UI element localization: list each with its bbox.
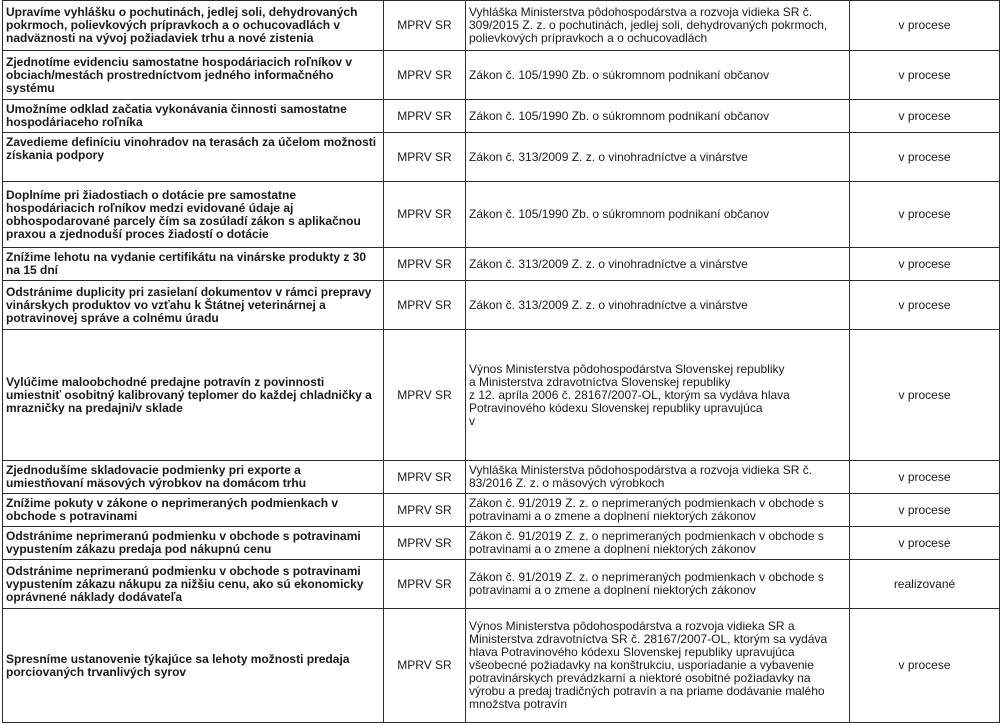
measures-table: [2, 0, 1000, 723]
ministry-cell: MPRV SR: [384, 560, 466, 609]
measure-cell: Znížime pokuty v zákone o neprimeraných podmienkach v obchode s potravinami: [3, 494, 384, 527]
ministry-cell: MPRV SR: [384, 527, 466, 560]
legislation-cell: Vyhláška Ministerstva pôdohospodárstva a rozvoja vidieka SR č. 83/2016 Z. z. o mäsových výrobkoch: [466, 461, 850, 494]
status-cell: v procese: [850, 461, 1000, 494]
legislation-cell: Zákon č. 105/1990 Zb. o súkromnom podnikaní občanov: [466, 182, 850, 248]
table-row: [3, 1, 1000, 51]
table-row: [3, 248, 1000, 281]
status-cell: realizované: [850, 560, 1000, 609]
status-cell: v procese: [850, 281, 1000, 330]
legislation-cell: Zákon č. 105/1990 Zb. o súkromnom podnikaní občanov: [466, 51, 850, 100]
status-cell: v procese: [850, 330, 1000, 461]
legislation-cell: Zákon č. 313/2009 Z. z. o vinohradníctve a vinárstve: [466, 281, 850, 330]
status-cell: v procese: [850, 494, 1000, 527]
measure-cell: Zjednodušíme skladovacie podmienky pri exporte a umiestňovaní mäsových výrobkov na domácom trhu: [3, 461, 384, 494]
ministry-cell: MPRV SR: [384, 494, 466, 527]
status-cell: v procese: [850, 527, 1000, 560]
table-row: [3, 461, 1000, 494]
table-row: [3, 182, 1000, 248]
ministry-cell: MPRV SR: [384, 1, 466, 51]
table-row: [3, 51, 1000, 100]
ministry-cell: MPRV SR: [384, 100, 466, 133]
status-cell: v procese: [850, 51, 1000, 100]
legislation-cell: Výnos Ministerstva pôdohospodárstva Slovenskej republiky a Ministerstva zdravotníctva Slovenskej republiky z 12. apríla 2006 č. 28167/2007-OL, ktorým sa vydáva hlava Potravinového kódexu Slovenskej republiky upravujúca v: [466, 330, 850, 461]
ministry-cell: MPRV SR: [384, 609, 466, 723]
measure-cell: Vylúčime maloobchodné predajne potravín z povinnosti umiestniť osobitný kalibrovaný teplomer do každej chladničky a mrazničky na predajni/v sklade: [3, 330, 384, 461]
table-row: [3, 133, 1000, 182]
measure-cell: Zjednotíme evidenciu samostatne hospodáriacich roľníkov v obciach/mestách prostredníctvom jedného informačného systému: [3, 51, 384, 100]
measure-cell: Zavedieme definíciu vinohradov na terasách za účelom možnosti získania podpory: [3, 133, 384, 182]
ministry-cell: MPRV SR: [384, 51, 466, 100]
table-row: [3, 281, 1000, 330]
ministry-cell: MPRV SR: [384, 281, 466, 330]
measure-cell: Doplníme pri žiadostiach o dotácie pre samostatne hospodáriacich roľníkov medzi evidované údaje aj obhospodarované parcely čím sa zosúladí zákon s aplikačnou praxou a zjednoduší proces žiadostí o dotácie: [3, 182, 384, 248]
table-row: [3, 494, 1000, 527]
legislation-cell: Zákon č. 313/2009 Z. z. o vinohradníctve a vinárstve: [466, 133, 850, 182]
ministry-cell: MPRV SR: [384, 461, 466, 494]
measure-cell: Upravíme vyhlášku o pochutinách, jedlej soli, dehydrovaných pokrmoch, polievkových prípravkoch a o ochucovadlách v nadväznosti na vývoj požiadaviek trhu a nové zistenia: [3, 1, 384, 51]
measure-cell: Odstránime duplicity pri zasielaní dokumentov v rámci prepravy vinárskych produktov vo vzťahu k Štátnej veterinárnej a potravinovej správe a colnému úradu: [3, 281, 384, 330]
table-row: [3, 560, 1000, 609]
measure-cell: Odstránime neprimeranú podmienku v obchode s potravinami vypustením zákazu nákupu za nižšiu cenu, ako sú ekonomicky oprávnené náklady dodávateľa: [3, 560, 384, 609]
legislation-cell: Zákon č. 313/2009 Z. z. o vinohradníctve a vinárstve: [466, 248, 850, 281]
ministry-cell: MPRV SR: [384, 248, 466, 281]
measure-cell: Spresníme ustanovenie týkajúce sa lehoty možnosti predaja porciovaných trvanlivých syrov: [3, 609, 384, 723]
legislation-cell: Zákon č. 91/2019 Z. z. o neprimeraných podmienkach v obchode s potravinami a o zmene a doplnení niektorých zákonov: [466, 494, 850, 527]
legislation-cell: Vyhláška Ministerstva pôdohospodárstva a rozvoja vidieka SR č. 309/2015 Z. z. o pochutinách, jedlej soli, dehydrovaných pokrmoch, polievkových prípravkoch a o ochucovadlách: [466, 1, 850, 51]
status-cell: v procese: [850, 100, 1000, 133]
status-cell: v procese: [850, 1, 1000, 51]
legislation-cell: Zákon č. 105/1990 Zb. o súkromnom podnikaní občanov: [466, 100, 850, 133]
status-cell: v procese: [850, 133, 1000, 182]
status-cell: v procese: [850, 609, 1000, 723]
legislation-cell: Zákon č. 91/2019 Z. z. o neprimeraných podmienkach v obchode s potravinami a o zmene a doplnení niektorých zákonov: [466, 560, 850, 609]
ministry-cell: MPRV SR: [384, 182, 466, 248]
status-cell: v procese: [850, 248, 1000, 281]
legislation-cell: Výnos Ministerstva pôdohospodárstva a rozvoja vidieka SR a Ministerstva zdravotníctva SR č. 28167/2007-OL, ktorým sa vydáva hlava Potravinového kódexu Slovenskej republiky upravujúca všeobecné požiadavky na konštrukciu, usporiadanie a vybavenie potravinárskych prevádzkarní a niektoré osobitné požiadavky na výrobu a predaj tradičných potravín a na priame dodávanie malého množstva potravín: [466, 609, 850, 723]
measure-cell: Odstránime neprimeranú podmienku v obchode s potravinami vypustením zákazu predaja pod nákupnú cenu: [3, 527, 384, 560]
measure-cell: Znížime lehotu na vydanie certifikátu na vinárske produkty z 30 na 15 dní: [3, 248, 384, 281]
table-row: [3, 330, 1000, 461]
ministry-cell: MPRV SR: [384, 133, 466, 182]
legislation-cell: Zákon č. 91/2019 Z. z. o neprimeraných podmienkach v obchode s potravinami a o zmene a doplnení niektorých zákonov: [466, 527, 850, 560]
table-row: [3, 100, 1000, 133]
measure-cell: Umožníme odklad začatia vykonávania činnosti samostatne hospodáriaceho roľníka: [3, 100, 384, 133]
status-cell: v procese: [850, 182, 1000, 248]
ministry-cell: MPRV SR: [384, 330, 466, 461]
table-row: [3, 527, 1000, 560]
table-row: [3, 609, 1000, 723]
